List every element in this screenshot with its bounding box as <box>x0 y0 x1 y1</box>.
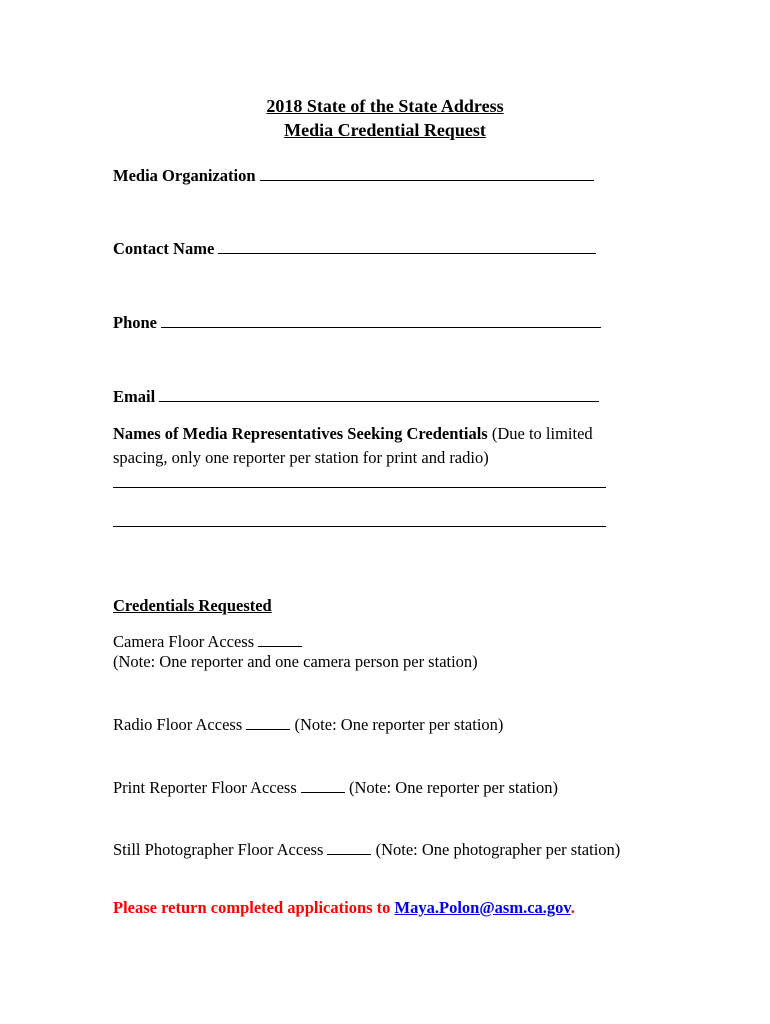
camera-floor-access[interactable] <box>113 632 302 652</box>
camera-floor-note: (Note: One reporter and one camera person per station) <box>113 652 478 671</box>
return-text: Please return completed applications to <box>113 898 391 917</box>
camera-floor-label: Camera Floor Access <box>113 632 255 651</box>
still-photographer-note: (Note: One photographer per station) <box>375 840 621 859</box>
radio-floor-access[interactable] <box>113 715 503 735</box>
representatives-heading <box>113 424 593 444</box>
contact-name-label: Contact Name <box>113 239 215 258</box>
print-reporter-note: (Note: One reporter per station) <box>349 778 558 797</box>
phone-blank[interactable] <box>161 313 601 328</box>
credentials-heading: Credentials Requested <box>113 596 272 615</box>
camera-floor-blank[interactable] <box>258 632 302 647</box>
print-reporter-blank[interactable] <box>301 778 345 793</box>
return-email-link[interactable]: Maya.Polon@asm.ca.gov <box>394 898 571 917</box>
radio-floor-label: Radio Floor Access <box>113 715 243 734</box>
still-photographer-floor-access[interactable] <box>113 840 620 860</box>
media-organization-blank[interactable] <box>260 166 594 181</box>
print-reporter-floor-access[interactable] <box>113 778 558 798</box>
radio-floor-blank[interactable] <box>246 715 290 730</box>
email-label: Email <box>113 387 156 406</box>
email-field[interactable] <box>113 387 599 407</box>
contact-name-field[interactable] <box>113 239 596 259</box>
representatives-note-1: (Due to limited <box>491 424 593 443</box>
still-photographer-blank[interactable] <box>327 840 371 855</box>
return-period: . <box>570 898 575 917</box>
representatives-note-2: spacing, only one reporter per station for print and radio) <box>113 448 489 467</box>
radio-floor-note: (Note: One reporter per station) <box>294 715 504 734</box>
return-instructions <box>113 898 575 918</box>
phone-label: Phone <box>113 313 158 332</box>
email-blank[interactable] <box>159 387 599 402</box>
representative-name-line-2[interactable] <box>113 526 606 527</box>
representatives-label: Names of Media Representatives Seeking Credentials <box>113 424 488 443</box>
title-line-1: 2018 State of the State Address <box>266 96 504 116</box>
contact-name-blank[interactable] <box>218 239 596 254</box>
title-line-2: Media Credential Request <box>284 120 486 140</box>
still-photographer-label: Still Photographer Floor Access <box>113 840 324 859</box>
media-organization-field[interactable] <box>113 166 594 186</box>
representative-name-line-1[interactable] <box>113 487 606 488</box>
phone-field[interactable] <box>113 313 601 333</box>
media-organization-label: Media Organization <box>113 166 256 185</box>
print-reporter-label: Print Reporter Floor Access <box>113 778 297 797</box>
